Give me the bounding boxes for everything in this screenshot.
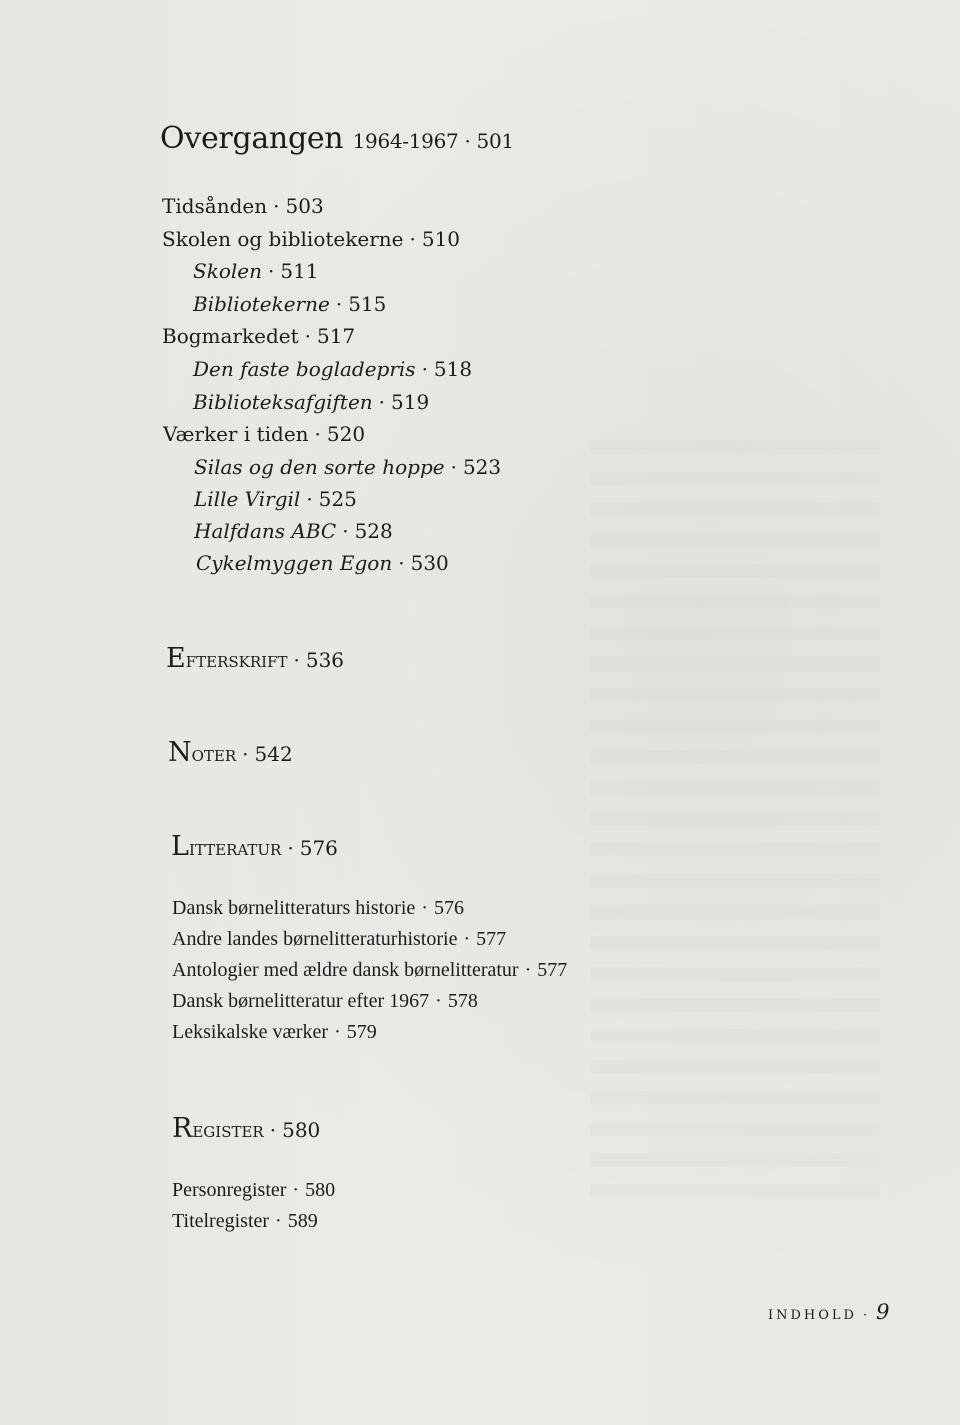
- show-through-text: [590, 440, 880, 1200]
- separator-dot: ·: [242, 742, 249, 766]
- section-initial: N: [168, 737, 192, 768]
- separator-dot: ·: [862, 1308, 871, 1323]
- section-initial: R: [172, 1113, 193, 1144]
- entry-page: 577: [537, 959, 568, 981]
- entry-page: 578: [447, 990, 478, 1012]
- entry-page: 520: [326, 422, 366, 446]
- toc-subentry: [194, 521, 393, 541]
- entry-title: Lille Virgil: [194, 487, 301, 511]
- entry-page: 518: [433, 357, 473, 381]
- entry-page: 519: [391, 390, 430, 414]
- separator-dot: ·: [398, 551, 405, 575]
- entry-title: Bogmarkedet: [162, 324, 299, 348]
- entry-title: Dansk børnelitteratur efter 1967: [172, 990, 430, 1012]
- entry-page: 523: [462, 455, 502, 479]
- separator-dot: ·: [463, 928, 471, 950]
- entry-page: 503: [285, 194, 324, 218]
- separator-dot: ·: [464, 129, 471, 153]
- entry-title: Værker i tiden: [163, 422, 309, 446]
- section-litteratur: [171, 833, 338, 860]
- separator-dot: ·: [287, 836, 294, 860]
- separator-dot: ·: [293, 648, 300, 672]
- toc-entry: [162, 196, 324, 216]
- toc-subentry: [193, 392, 429, 412]
- separator-dot: ·: [409, 227, 416, 251]
- entry-page: 511: [280, 259, 319, 283]
- section-initial: E: [166, 643, 186, 674]
- entry-page: 525: [318, 487, 357, 511]
- page-number: 9: [876, 1300, 890, 1324]
- separator-dot: ·: [421, 897, 428, 919]
- entry-title: Titelregister: [172, 1210, 270, 1232]
- entry-title: Andre landes børnelitteraturhistorie: [172, 928, 458, 950]
- section-page: 536: [305, 648, 345, 672]
- toc-subentry: [193, 261, 319, 281]
- section-title-rest: oter: [191, 742, 237, 767]
- separator-dot: ·: [314, 422, 321, 446]
- separator-dot: ·: [524, 959, 532, 981]
- entry-page: 517: [316, 324, 356, 348]
- toc-entry: [163, 424, 365, 444]
- separator-dot: ·: [378, 390, 386, 414]
- entry-title: Cykelmyggen Egon: [196, 551, 393, 575]
- entry-page: 580: [305, 1179, 336, 1201]
- toc-subentry: [194, 489, 357, 509]
- toc-subentry: [196, 553, 449, 573]
- part-heading: [160, 121, 514, 156]
- section-efterskrift: [166, 645, 344, 672]
- register-item: [172, 1211, 318, 1231]
- section-page: 580: [282, 1118, 321, 1142]
- section-page: 576: [299, 836, 338, 860]
- litteratur-item: [172, 898, 464, 918]
- section-initial: L: [171, 831, 189, 862]
- separator-dot: ·: [342, 519, 349, 543]
- entry-title: Dansk børnelitteraturs historie: [172, 897, 416, 919]
- toc-entry: [162, 326, 355, 346]
- separator-dot: ·: [273, 194, 280, 218]
- litteratur-item: [172, 1022, 377, 1042]
- separator-dot: ·: [450, 455, 457, 479]
- register-item: [172, 1180, 335, 1200]
- litteratur-item: [172, 960, 567, 980]
- entry-title: Skolen: [193, 259, 262, 283]
- entry-page: 515: [348, 292, 387, 316]
- entry-title: Tidsånden: [162, 194, 268, 218]
- entry-title: Skolen og bibliotekerne: [162, 227, 404, 251]
- section-page: 542: [254, 742, 293, 766]
- part-title: Overgangen: [160, 121, 344, 156]
- separator-dot: ·: [335, 292, 343, 316]
- section-register: [172, 1115, 320, 1142]
- footer-label: INDHOLD: [768, 1308, 857, 1323]
- separator-dot: ·: [421, 357, 428, 381]
- section-title-rest: egister: [192, 1118, 264, 1143]
- entry-page: 577: [476, 928, 507, 950]
- separator-dot: ·: [275, 1210, 282, 1232]
- entry-page: 530: [410, 551, 449, 575]
- separator-dot: ·: [267, 259, 275, 283]
- entry-title: Biblioteksafgiften: [193, 390, 373, 414]
- separator-dot: ·: [304, 324, 311, 348]
- toc-subentry: [194, 457, 501, 477]
- entry-page: 589: [287, 1210, 318, 1232]
- toc-subentry: [193, 294, 386, 314]
- entry-page: 528: [354, 519, 393, 543]
- entry-title: Bibliotekerne: [193, 292, 330, 316]
- entry-page: 579: [346, 1021, 377, 1043]
- entry-title: Antologier med ældre dansk børnelitteratur: [172, 959, 519, 981]
- separator-dot: ·: [292, 1179, 300, 1201]
- entry-title: Halfdans ABC: [194, 519, 337, 543]
- separator-dot: ·: [306, 487, 313, 511]
- separator-dot: ·: [334, 1021, 341, 1043]
- separator-dot: ·: [435, 990, 442, 1012]
- section-noter: [168, 739, 293, 766]
- entry-title: Silas og den sorte hoppe: [194, 455, 445, 479]
- entry-page: 576: [433, 897, 464, 919]
- separator-dot: ·: [269, 1118, 277, 1142]
- litteratur-item: [172, 929, 506, 949]
- entry-page: 510: [421, 227, 461, 251]
- running-footer: [768, 1302, 890, 1323]
- part-years: 1964-1967: [352, 129, 459, 153]
- entry-title: Personregister: [172, 1179, 287, 1201]
- entry-title: Leksikalske værker: [172, 1021, 329, 1043]
- toc-subentry: [193, 359, 472, 379]
- litteratur-item: [172, 991, 478, 1011]
- toc-entry: [162, 229, 460, 249]
- section-title-rest: fterskrift: [185, 648, 288, 673]
- section-title-rest: itteratur: [188, 836, 282, 861]
- entry-title: Den faste bogladepris: [193, 357, 416, 381]
- part-page: 501: [476, 129, 514, 153]
